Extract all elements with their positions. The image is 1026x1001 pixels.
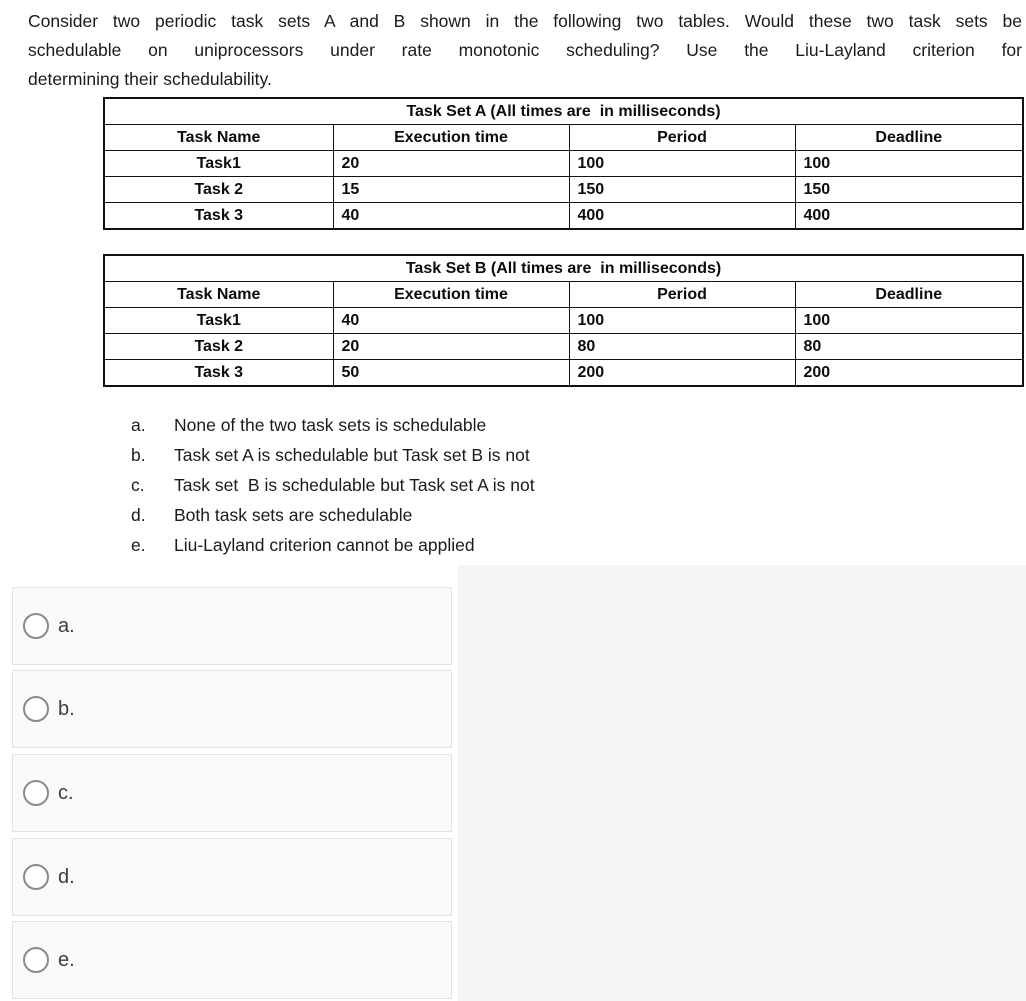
cell-deadline: 80 [795, 334, 1023, 360]
column-header-task-name: Task Name [104, 125, 333, 151]
answer-option-c-label: c. [58, 781, 74, 804]
cell-period: 80 [569, 334, 795, 360]
choice-letter-c: c. [131, 475, 145, 495]
question-statement [28, 7, 1022, 94]
question-line-1: Consider two periodic task sets A and B shown in the following two tables. Would these two task sets be [28, 11, 1022, 31]
radio-button-c[interactable] [23, 780, 49, 806]
choice-letter-d: d. [131, 505, 146, 525]
column-header-task-name: Task Name [104, 282, 333, 308]
task-set-a-table [103, 97, 1024, 230]
answer-area-background [458, 565, 1026, 1001]
radio-button-b[interactable] [23, 696, 49, 722]
answer-option-a[interactable] [12, 587, 452, 665]
cell-deadline: 100 [795, 151, 1023, 177]
table-row [104, 98, 1023, 125]
column-header-period: Period [569, 125, 795, 151]
cell-task-name: Task1 [104, 308, 333, 334]
answer-option-d[interactable] [12, 838, 452, 916]
column-header-execution-time: Execution time [333, 282, 569, 308]
answer-option-e[interactable] [12, 921, 452, 999]
cell-execution: 40 [333, 203, 569, 230]
answer-option-b-label: b. [58, 697, 75, 720]
cell-deadline: 150 [795, 177, 1023, 203]
task-set-b-title: Task Set B (All times are in milliseconds) [104, 255, 1023, 282]
answer-option-a-label: a. [58, 614, 75, 637]
cell-period: 200 [569, 360, 795, 387]
cell-period: 400 [569, 203, 795, 230]
choice-line-e [131, 534, 475, 556]
task-set-b-table [103, 254, 1024, 387]
task-set-a-title: Task Set A (All times are in milliseconds) [104, 98, 1023, 125]
column-header-period: Period [569, 282, 795, 308]
cell-task-name: Task 2 [104, 177, 333, 203]
cell-period: 150 [569, 177, 795, 203]
cell-execution: 20 [333, 151, 569, 177]
question-line-3: determining their schedulability. [28, 69, 272, 89]
column-header-deadline: Deadline [795, 282, 1023, 308]
cell-deadline: 200 [795, 360, 1023, 387]
cell-task-name: Task1 [104, 151, 333, 177]
choice-line-d [131, 504, 412, 526]
table-row [104, 360, 1023, 387]
cell-task-name: Task 2 [104, 334, 333, 360]
choice-letter-b: b. [131, 445, 146, 465]
choice-text-d: Both task sets are schedulable [174, 505, 413, 525]
table-row [104, 334, 1023, 360]
radio-button-e[interactable] [23, 947, 49, 973]
choice-line-b [131, 444, 530, 466]
choice-text-b: Task set A is schedulable but Task set B is not [174, 445, 530, 465]
choice-letter-a: a. [131, 415, 146, 435]
choice-letter-e: e. [131, 535, 146, 555]
cell-period: 100 [569, 308, 795, 334]
table-row [104, 151, 1023, 177]
cell-task-name: Task 3 [104, 360, 333, 387]
cell-execution: 20 [333, 334, 569, 360]
answer-option-b[interactable] [12, 670, 452, 748]
cell-execution: 15 [333, 177, 569, 203]
choice-text-a: None of the two task sets is schedulable [174, 415, 487, 435]
cell-task-name: Task 3 [104, 203, 333, 230]
column-header-execution-time: Execution time [333, 125, 569, 151]
choice-line-c [131, 474, 535, 496]
choice-text-c: Task set B is schedulable but Task set A is not [174, 475, 535, 495]
question-line-2: schedulable on uniprocessors under rate monotonic scheduling? Use the Liu-Layland criterion for [28, 40, 1022, 60]
radio-button-a[interactable] [23, 613, 49, 639]
choice-text-e: Liu-Layland criterion cannot be applied [174, 535, 475, 555]
table-row [104, 125, 1023, 151]
answer-option-e-label: e. [58, 948, 75, 971]
cell-deadline: 100 [795, 308, 1023, 334]
choice-line-a [131, 414, 486, 436]
table-row [104, 308, 1023, 334]
cell-deadline: 400 [795, 203, 1023, 230]
column-header-deadline: Deadline [795, 125, 1023, 151]
radio-button-d[interactable] [23, 864, 49, 890]
table-row [104, 255, 1023, 282]
answer-option-c[interactable] [12, 754, 452, 832]
cell-period: 100 [569, 151, 795, 177]
answer-option-d-label: d. [58, 865, 75, 888]
cell-execution: 50 [333, 360, 569, 387]
table-row [104, 203, 1023, 230]
cell-execution: 40 [333, 308, 569, 334]
table-row [104, 177, 1023, 203]
table-row [104, 282, 1023, 308]
